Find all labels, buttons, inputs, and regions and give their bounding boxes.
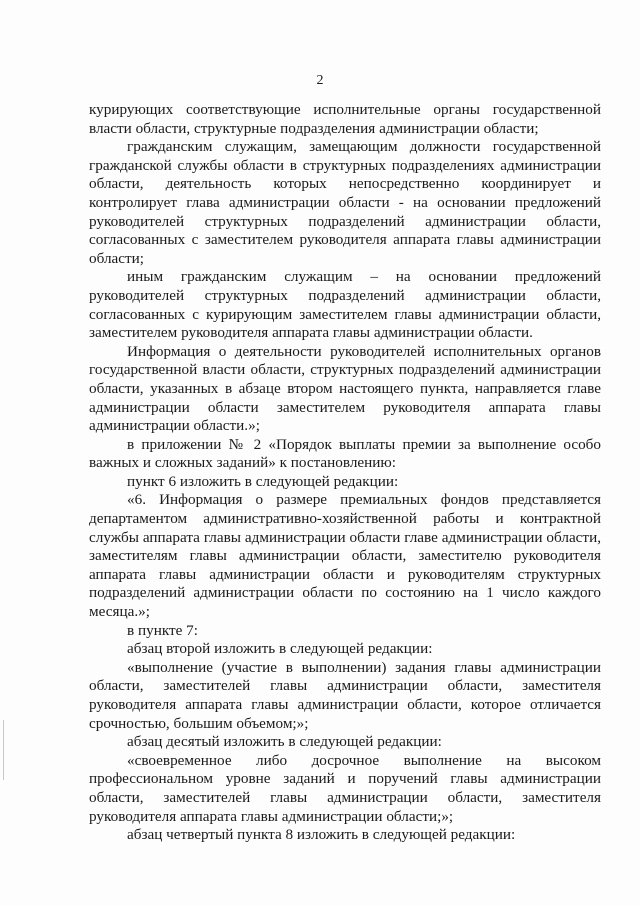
paragraph-9: абзац второй изложить в следующей редакции:: [127, 640, 433, 658]
document-body: [89, 101, 601, 845]
paragraph-12: «своевременное либо досрочное выполнение на высоком профессиональном уровне заданий и поручений главы администрации области, заместителей главы администрации области, заместителя руководителя аппарата главы администрации области;»;: [89, 751, 601, 825]
paragraph-1: курирующих соответствующие исполнительные органы государственной власти области, структурные подразделения администрации области;: [89, 101, 601, 137]
paragraph-13: абзац четвертый пункта 8 изложить в следующей редакции:: [127, 826, 516, 844]
page-number: 2: [316, 73, 324, 88]
paragraph-5: в приложении № 2 «Порядок выплаты премии за выполнение особо важных и сложных заданий» к постановлению:: [89, 435, 601, 472]
paragraph-2: гражданским служащим, замещающим должности государственной гражданской службы области в структурных подразделениях администрации области, деятельность которых непосредственно координирует и контролирует глава администрации области - на основании предложений руководителей структурных подразделений администрации области, согласованных с заместителем руководителя аппарата главы администрации области;: [89, 138, 601, 267]
paragraph-7: «6. Информация о размере премиальных фондов представляется департаментом административно-хозяйственной работы и контрактной службы аппарата главы администрации области главе администрации области, заместителям главы администрации области, заместителю руководителя аппарата главы администрации области и руководителям структурных подразделений администрации области по состоянию на 1 число каждого месяца.»;: [89, 491, 601, 621]
paragraph-11: абзац десятый изложить в следующей редакции:: [127, 733, 442, 751]
scan-edge-mark: [3, 720, 4, 780]
paragraph-4: Информация о деятельности руководителей исполнительных органов государственной власти области, структурных подразделений администрации области, указанных в абзаце втором настоящего пункта, направляется главе администрации области заместителем руководителя аппарата главы администрации области.»;: [89, 342, 601, 435]
paragraph-3: иным гражданским служащим – на основании предложений руководителей структурных подразделений администрации области, согласованных с курирующим заместителем главы администрации области, заместителем руководителя аппарата главы администрации области.: [89, 268, 601, 342]
paragraph-8: в пункте 7:: [127, 621, 198, 639]
paragraph-10: «выполнение (участие в выполнении) задания главы администрации области, заместителей главы администрации области, заместителя руководителя аппарата главы администрации области, которое отличается срочностью, большим объемом;»;: [89, 658, 601, 732]
paragraph-6: пункт 6 изложить в следующей редакции:: [127, 472, 399, 490]
